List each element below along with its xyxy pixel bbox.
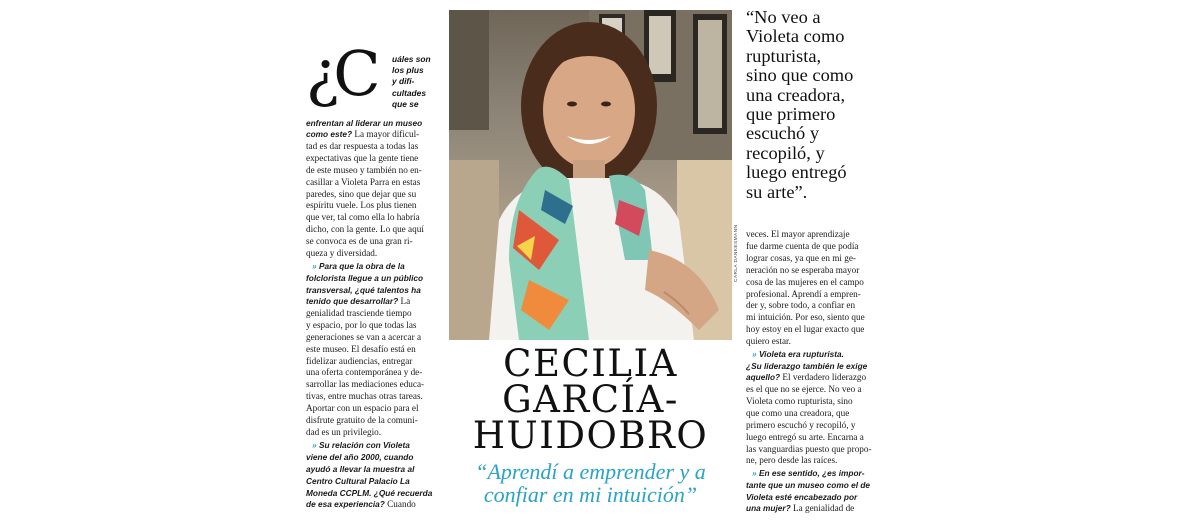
interviewee-name <box>449 342 732 457</box>
answer-line: La genialidad de <box>793 503 855 514</box>
question-3 <box>306 439 437 451</box>
pull-quote-line: sino que como <box>746 65 854 86</box>
answer-3-line: cosa de las mujeres en el campo <box>746 276 864 287</box>
question-arrow-icon: » <box>312 439 317 450</box>
pull-quote-line: que primero <box>746 104 836 125</box>
question-line: de esa experiencia? <box>306 498 385 509</box>
dropcap-question-line: y difi- <box>392 76 415 87</box>
pull-quote-line: rupturista, <box>746 45 822 66</box>
question-line: ayudó a llevar la muestra al <box>306 463 415 474</box>
answer-2-line: generaciones se van a acercar a <box>306 331 422 342</box>
answer-3-line: profesional. Aprendí a empren- <box>746 288 861 299</box>
pull-quote-line: su arte”. <box>746 181 808 202</box>
question-line: folclorista llegue a un público <box>306 272 424 283</box>
answer-1-line: dicho, con la gente. Lo que aquí <box>306 224 424 235</box>
headline-quote <box>449 460 732 506</box>
question-line: Moneda CCPLM. ¿Qué recuerda <box>306 487 433 498</box>
answer-4-line: Violeta como rupturista, sino <box>746 395 853 406</box>
question-4 <box>746 348 883 360</box>
answer-4-line: ne, pero desde las raíces. <box>746 455 838 466</box>
headline-quote-line: confiar en mi intuición” <box>483 482 698 507</box>
answer-2-line: una oferta contemporánea y de- <box>306 367 423 378</box>
right-article-column <box>746 229 883 515</box>
answer-2-line: fidelizar audiencias, entregar <box>306 355 413 366</box>
question-line: Violeta esté encabezado por <box>746 492 858 503</box>
answer-3-line: neración no se esperaba mayor <box>746 264 860 275</box>
answer-4-start <box>746 372 883 384</box>
answer-3-start <box>306 499 437 511</box>
question-line: enfrentan al liderar un museo <box>306 118 423 128</box>
answer-2-line: Aportar con un espacio para el <box>306 403 419 414</box>
pull-quote-line: escuchó y <box>746 123 820 144</box>
answer-1-line: expectativas que la gente tiene <box>306 152 419 163</box>
dropcap-question <box>392 54 440 110</box>
answer-3-line: veces. El mayor aprendizaje <box>746 229 850 239</box>
answer-2-line: tivas, entre muchas otras tareas. <box>306 391 423 402</box>
question-arrow-icon: » <box>752 349 757 360</box>
question-line: una mujer? <box>746 503 791 514</box>
left-article-column <box>306 37 437 511</box>
question-line: Centro Cultural Palacio La <box>306 475 410 486</box>
name-line: GARCÍA- <box>502 378 679 421</box>
answer-4-line: luego entregó su arte. Encarna a <box>746 431 864 442</box>
answer-2-start <box>306 296 437 308</box>
question-2 <box>306 260 437 272</box>
question-line: Para que la obra de la <box>318 260 405 271</box>
answer-1-line: se convoca es de una gran ri- <box>306 236 413 247</box>
answer-3-line: hoy estoy en el lugar exacto que <box>746 324 865 335</box>
answer-1-line: queza y diversidad. <box>306 248 378 259</box>
answer-line: El verdadero liderazgo <box>782 372 867 383</box>
question-arrow-icon: » <box>312 260 317 271</box>
question-line: transversal, ¿qué talentos ha <box>306 284 421 295</box>
question-arrow-icon: » <box>752 468 757 479</box>
answer-5-start <box>746 503 883 515</box>
answer-1-line: casillar a Violeta Parra en estas <box>306 176 421 187</box>
answer-3-line: der y, sobre todo, a confiar en <box>746 300 856 311</box>
answer-1-line: espíritu vuele. Los plus tienen <box>306 200 417 211</box>
answer-2-line: disfrute gratuito de la comuni- <box>306 415 418 426</box>
answer-3-line: quiero estar. <box>746 336 791 347</box>
pull-quote-line: “No veo a <box>746 7 821 27</box>
question-line: En ese sentido, ¿es impor- <box>758 468 865 479</box>
answer-2-line: genialidad trasciende tiempo <box>306 307 412 318</box>
answer-line: La mayor dificul- <box>354 129 420 139</box>
dropcap-question-line: que se <box>392 98 419 109</box>
answer-2-line: y espacio, por lo que todas las <box>306 319 417 330</box>
question-line: aquello? <box>746 372 781 383</box>
dropcap-block <box>306 37 437 117</box>
question-line: tante que un museo como el de <box>746 480 871 491</box>
answer-1-line: paredes, sino que dejar que su <box>306 188 417 199</box>
portrait-photo <box>449 10 732 340</box>
dropcap-question-line: los plus <box>392 65 424 76</box>
answer-1-line: de este museo y también no en- <box>306 164 422 175</box>
question-line: Violeta era rupturista. <box>758 349 844 360</box>
answer-3-line: fue darme cuenta de que podía <box>746 240 859 251</box>
answer-2-line: este museo. El desafío está en <box>306 343 416 354</box>
pull-quote-line: recopiló, y <box>746 142 825 163</box>
answer-3-line: mi intuición. Por eso, siento que <box>746 312 865 323</box>
question-line: Su relación con Violeta <box>318 439 410 450</box>
dropcap-question-line: uáles son <box>392 54 431 64</box>
question-line: ¿Su liderazgo también le exige <box>746 361 868 372</box>
portrait-illustration <box>449 10 732 340</box>
answer-line: La <box>400 295 411 306</box>
answer-1-start <box>306 129 437 141</box>
answer-2-line: dad es un privilegio. <box>306 426 382 437</box>
answer-4-line: que como una creadora, que <box>746 407 850 418</box>
answer-4-line: es el que no se ejerce. No veo a <box>746 383 862 394</box>
answer-3-line: lograr cosas, ya que en mi ge- <box>746 252 856 263</box>
question-line: como este? <box>306 129 353 139</box>
pull-quote-line: Violeta como <box>746 26 845 47</box>
answer-4-line: las vanguardias puesto que propo- <box>746 443 872 454</box>
question-line: tenido que desarrollar? <box>306 295 399 306</box>
question-5 <box>746 467 883 479</box>
question-line: viene del año 2000, cuando <box>306 451 414 462</box>
pull-quote-line: luego entregó <box>746 162 847 183</box>
pull-quote <box>746 8 876 202</box>
answer-2-line: sarrollar las mediaciones educa- <box>306 379 425 390</box>
answer-1-line: que ver, tal como ella lo habría <box>306 212 420 223</box>
question-1 <box>306 117 437 129</box>
answer-4-line: primero escuchó y recopiló, y <box>746 419 856 430</box>
dropcap-question-line: cultades <box>392 87 426 98</box>
name-line: HUIDOBRO <box>472 414 709 457</box>
headline-quote-line: “Aprendí a emprender y a <box>475 459 706 484</box>
pull-quote-line: una creadora, <box>746 84 846 105</box>
answer-line: Cuando <box>387 498 416 509</box>
name-line: CECILIA <box>503 342 678 385</box>
answer-1-line: tad es dar respuesta a todas las <box>306 140 419 151</box>
photo-credit: CARLA DANKESMANN <box>734 224 739 282</box>
dropcap: ¿C <box>306 37 375 110</box>
